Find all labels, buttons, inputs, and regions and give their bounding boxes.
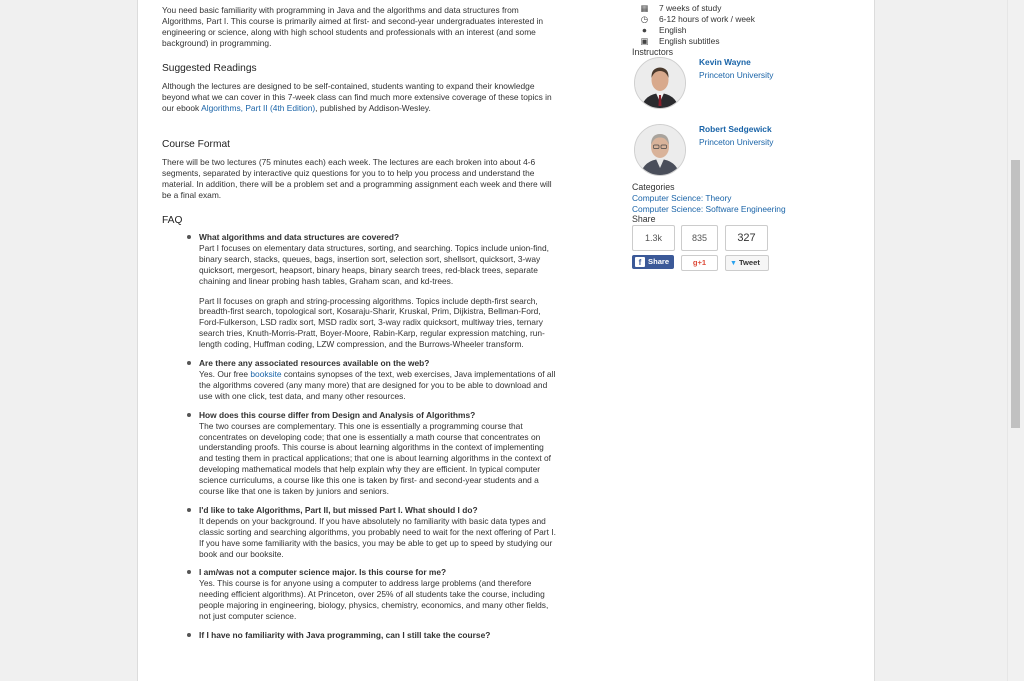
faq-answer-text-end: contains synopses of the text, web exercises, Java implementations of all the algorithms covered (any many more) that are designed for you to be able to download and use with one click, test data, and many other resources. — [199, 368, 556, 401]
faq-question: What algorithms and data structures are covered? — [199, 232, 400, 242]
instructor-card — [632, 124, 862, 180]
instructor-university-link[interactable]: Princeton University — [699, 137, 774, 147]
faq-question: If I have no familiarity with Java programming, can I still take the course? — [199, 630, 491, 640]
faq-item — [162, 567, 558, 622]
category-link-theory[interactable]: Computer Science: Theory — [632, 193, 732, 203]
scrollbar-thumb[interactable] — [1011, 160, 1020, 428]
instructor-university-link[interactable]: Princeton University — [699, 70, 774, 80]
instructor-name-link[interactable]: Robert Sedgewick — [699, 124, 772, 134]
faq-item — [162, 630, 558, 641]
avatar[interactable] — [634, 57, 686, 109]
course-format-heading: Course Format — [162, 139, 230, 150]
faq-answer: Part I focuses on elementary data structures, sorting, and searching. Topics include union-find, binary search, stacks, queues, bags, insertion sort, selection sort, shellsort, quicksort, 3-way quicksort, mergesort, heapsort, binary heaps, binary search trees, red-black trees, separate chaining and linear probing hash tables, Graham scan, and kd-trees. — [199, 242, 549, 286]
tweet-label: Tweet — [738, 258, 760, 267]
info-workload-text: 6-12 hours of work / week — [659, 14, 755, 24]
suggested-readings-heading: Suggested Readings — [162, 63, 257, 74]
clock-icon: ◷ — [640, 14, 649, 24]
faq-question: How does this course differ from Design and Analysis of Algorithms? — [199, 409, 476, 420]
facebook-share-label: Share — [648, 257, 670, 266]
faq-item — [162, 232, 558, 350]
bullet-icon — [187, 413, 191, 417]
faq-question: I'd like to take Algorithms, Part II, but missed Part I. What should I do? — [199, 504, 478, 515]
bullet-icon — [187, 235, 191, 239]
twitter-count: 327 — [725, 225, 768, 251]
page-scrollbar[interactable] — [1007, 0, 1024, 681]
instructors-label: Instructors — [632, 47, 674, 57]
faq-question: I am/was not a computer science major. Is this course for me? — [199, 567, 447, 578]
faq-item — [162, 505, 558, 560]
faq-heading: FAQ — [162, 215, 183, 226]
info-subtitles-text: English subtitles — [659, 36, 720, 46]
course-page — [137, 0, 875, 681]
faq-answer-continued: Part II focuses on graph and string-processing algorithms. Topics include depth-first search, breadth-first search, topological sort, Kosaraju-Sharir, Kruskal, Prim, Dijkistra, Bellman-Ford, Ford-Fulkerson, LSD radix sort, MSD radix sort, 3-way radix quicksort, multiway tries, ternary search tries, Knuth-Morris-Pratt, Boyer-Moore, Rabin-Karp, regular expression matching, run-length coding, Huffman coding, LZW compression, and the Burrows-Wheeler transform. — [199, 295, 545, 350]
faq-question: Are there any associated resources available on the web? — [199, 358, 430, 369]
film-icon: ▣ — [640, 36, 649, 46]
info-language-text: English — [659, 25, 687, 35]
category-link-software-engineering[interactable]: Computer Science: Software Engineering — [632, 204, 786, 214]
bullet-icon — [187, 361, 191, 365]
suggested-readings-text: Although the lectures are designed to be self-contained, students wanting to expand their knowledge beyond what we can cover in this 7-week class can find much more extensive coverage of these topics in our ebook — [162, 81, 552, 113]
faq-answer — [199, 369, 558, 402]
avatar[interactable] — [634, 124, 686, 176]
course-format-paragraph: There will be two lectures (75 minutes each) each week. The lectures are each broken into about 4-6 segments, separated by interactive quiz questions for you to to help you process and understand the material. In addition, there will be a problem set and a programming assignment each week and there will be a final exam. — [162, 157, 552, 200]
facebook-icon: f — [635, 257, 645, 267]
suggested-readings-paragraph — [162, 81, 556, 114]
google-plus-button[interactable] — [681, 255, 718, 271]
ebook-link[interactable]: Algorithms, Part II (4th Edition) — [201, 102, 316, 113]
instructor-photo-kevin-wayne — [635, 58, 685, 108]
bullet-icon — [187, 633, 191, 637]
facebook-share-button[interactable] — [632, 255, 674, 269]
instructor-photo-robert-sedgewick — [635, 125, 685, 175]
intro-paragraph: You need basic familiarity with programming in Java and the algorithms and data structures from Algorithms, Part I. This course is primarily aimed at first- and second-year undergraduates interested in engineering or science, along with high school students and professionals with an interest (and some background) in programming. — [162, 5, 544, 48]
google-plus-count: 835 — [681, 225, 718, 251]
suggested-readings-text-end: , published by Addison-Wesley. — [315, 102, 431, 113]
faq-answer: The two courses are complementary. This one is essentially a programming course that concentrates on developing code; that one is essentially a math course that concentrates on understanding proofs. This course is about learning algorithms in the context of implementing and testing them in practical applications; that one is about learning algorithms in the context of developing mathematical models that help explain why they are efficient. In typical computer science curriculums, a course like this one is taken by first- and second-year students and a course like that one is taken by juniors and seniors. — [199, 420, 551, 497]
google-plus-icon: g — [692, 258, 698, 267]
bullet-icon — [187, 508, 191, 512]
info-duration-text: 7 weeks of study — [659, 3, 722, 13]
faq-answer: Yes. This course is for anyone using a computer to address large problems (and therefore needing efficient algorithms). At Princeton, over 25% of all students take the course, including people majoring in engineering, biology, physics, chemistry, economics, and many other fields, not just computer science. — [199, 578, 549, 622]
globe-icon: ● — [641, 25, 648, 35]
instructor-name-link[interactable]: Kevin Wayne — [699, 57, 751, 67]
faq-item — [162, 358, 558, 402]
tweet-button[interactable] — [725, 255, 769, 271]
faq-item — [162, 410, 558, 497]
facebook-share-count: 1.3k — [632, 225, 675, 251]
categories-label: Categories — [632, 182, 675, 192]
calendar-icon: ▦ — [640, 3, 649, 13]
google-plus-label: +1 — [697, 258, 707, 267]
twitter-bird-icon: ▼ — [730, 260, 737, 267]
faq-answer-text: Yes. Our free — [199, 368, 251, 379]
bullet-icon — [187, 570, 191, 574]
instructor-card — [632, 57, 862, 113]
share-label: Share — [632, 214, 656, 224]
faq-answer: It depends on your background. If you have absolutely no familiarity with basic data types and classic sorting and searching algorithms, you probably need to wait for the next offering of Part I. If you have some familiarity with the basics, you may be able to get up to speed by studying our book and our booksite. — [199, 515, 556, 559]
booksite-link[interactable]: booksite — [250, 368, 282, 379]
faq-list — [162, 232, 558, 649]
